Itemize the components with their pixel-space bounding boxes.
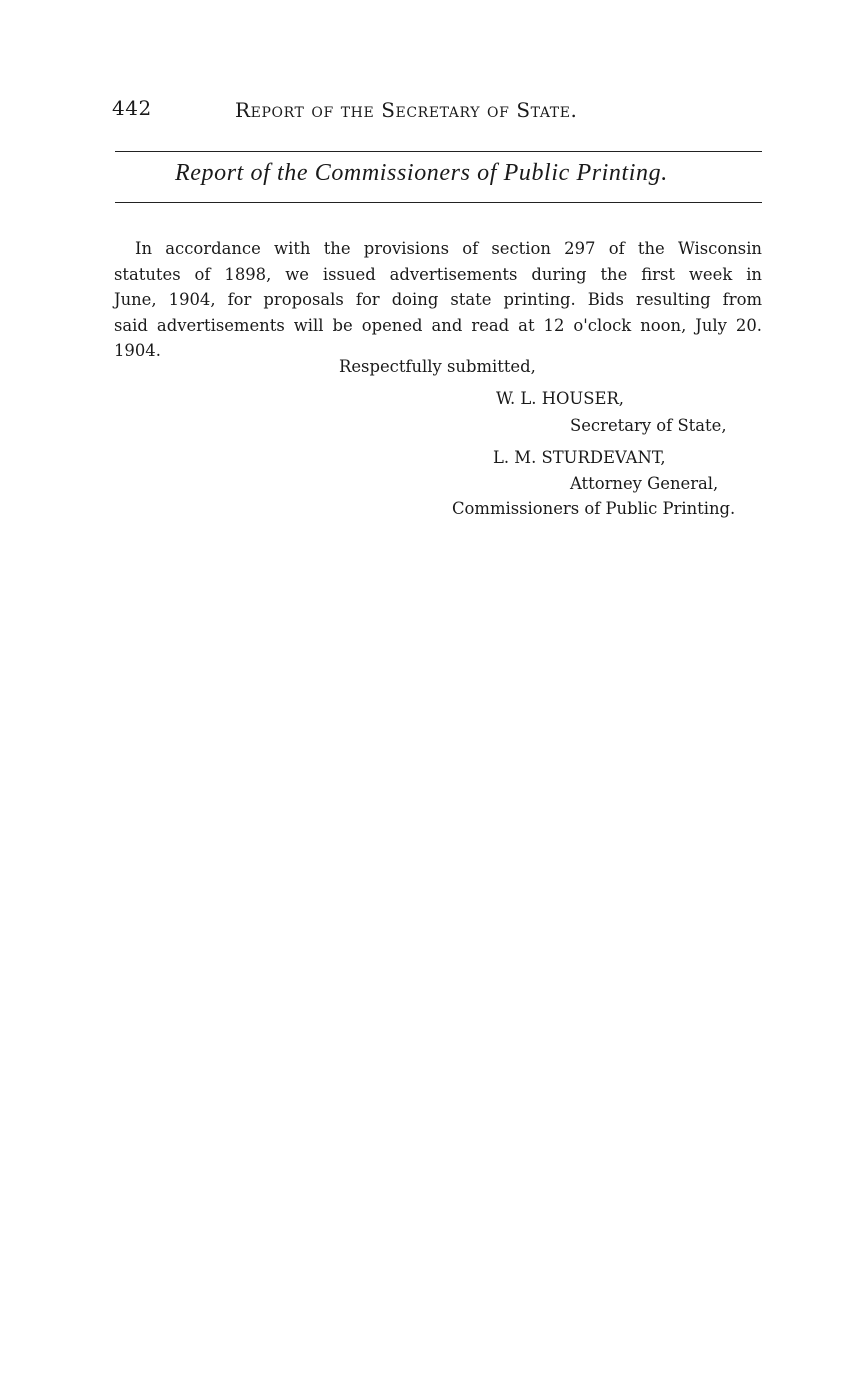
- body-line: June, 1904, for proposals for doing state printing. Bids resulting from: [114, 290, 762, 309]
- closing-line: Respectfully submitted,: [339, 357, 536, 376]
- signer-name: L. M. STURDEVANT,: [493, 448, 666, 467]
- signer-name: W. L. HOUSER,: [496, 389, 624, 408]
- page-number: 442: [112, 96, 152, 120]
- top-rule: [115, 151, 762, 152]
- section-title: Report of the Commissioners of Public Printing.: [175, 160, 668, 186]
- body-line: said advertisements will be opened and read at 12 o'clock noon, July 20.: [114, 315, 762, 335]
- body-line: In accordance with the provisions of section 297 of the Wisconsin: [135, 239, 762, 258]
- signer-title: Attorney General,: [570, 474, 719, 493]
- body-line: 1904.: [114, 341, 161, 360]
- body-paragraph: [114, 236, 762, 364]
- body-line: statutes of 1898, we issued advertisements during the first week in: [114, 264, 762, 284]
- commission-name: Commissioners of Public Printing.: [452, 499, 736, 518]
- bottom-rule: [115, 202, 762, 203]
- running-head: Report of the Secretary of State.: [235, 98, 578, 122]
- signer-title: Secretary of State,: [570, 416, 727, 435]
